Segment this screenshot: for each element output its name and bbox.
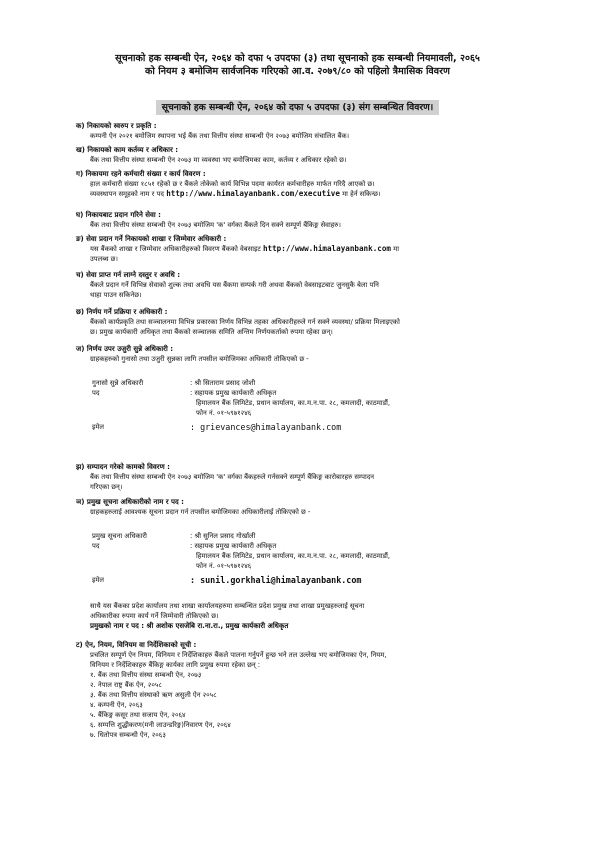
document-title (60, 52, 535, 78)
section-kh-body: बैंक तथा वित्तीय संस्था सम्बन्धी ऐन २०७३ मा व्यवस्था भए बमोजिमका काम, कर्तव्य र अधिकार रहेको छ। (90, 156, 347, 164)
list-item: ६. सम्पत्ति शुद्धीकरण(मनी लाउन्डरिङ्ग)निवारण ऐन, २०६४ (90, 721, 231, 729)
grievance-name-row (92, 378, 538, 388)
section-chh-title: छ) निर्णय गर्ने प्रक्रिया र अधिकारी : (76, 308, 168, 316)
section-g-title: ग) निकायमा रहने कर्मचारी संख्या र कार्य विवरण : (76, 170, 206, 178)
section-ch-title: च) सेवा प्राप्त गर्न लाग्ने दस्तुर र अवधि : (76, 271, 181, 279)
info-officer-phone: फोन नं. ०१-५९७१२४६ (196, 562, 252, 570)
section-ny-body: ग्राहकहरुलाई आवश्यक सूचना प्रदान गर्न तपसील बमोजिमका अधिकारीलाई तोकिएको छ - (90, 508, 311, 516)
section-jh-body-2: गरिएका छन्। (90, 483, 123, 491)
list-item: ५. बैंकिङ्ग कसूर तथा सजाय ऐन, २०६४ (90, 711, 186, 719)
section-t-body-2: विनियम र निर्देशिकाहरु बैंकिङ्ग कार्यका लागि प्रमुख रुपमा रहेका छन् : (90, 661, 261, 669)
list-item: ३. बैंक तथा वित्तीय संस्थाको ऋण असुली ऐन २०५८ (90, 691, 217, 699)
section-t (76, 640, 538, 740)
section-t-body: प्रचलित सम्पूर्ण ऐन नियम, विनियम र निर्देशिकाहरु बैंकले पालना गर्नुपर्ने हुन्छ भने तल उल्लेख भए बमोजिमका ऐन, नियम, (90, 651, 387, 659)
info-officer-email-value[interactable]: : sunil.gorkhali@himalayanbank.com (190, 575, 362, 585)
section-ch (76, 270, 538, 300)
info-officer-email-label: इमेल (92, 576, 105, 584)
province-note-line-1: साथै यस बैंकका प्रदेश कार्यालय तथा शाखा कार्यालयहरुमा सम्बन्धित प्रदेश प्रमुख तथा शाखा प्रमुखहरुलाई सूचना (90, 602, 365, 610)
section-g-body-2-prefix: व्यवस्थापन समूहको नाम र पद (90, 190, 165, 198)
section-ng-body-2: उपलब्ध छ। (90, 255, 119, 263)
info-officer-name-value: : श्री सुनिल प्रसाद गोर्खाली (190, 532, 256, 540)
section-g-body-2 (76, 189, 538, 199)
grievance-email-label: इमेल (92, 423, 105, 431)
title-line-1: सूचनाको हक सम्बन्धी ऐन, २०६४ को दफा ५ उपदफा (३) तथा सूचनाको हक सम्बन्धी नियमावली, २०६५ (115, 53, 480, 64)
section-k (76, 121, 538, 141)
province-note-line-2: अधिकारीका रुपमा कार्य गर्ने जिम्मेवारी तोकिएको छ। (90, 612, 219, 620)
laws-list (76, 670, 538, 740)
executive-link[interactable]: http://www.himalayanbank.com/executive (166, 189, 340, 198)
grievance-address: हिमालयन बैंक लिमिटेड, प्रधान कार्यालय, का.म.न.पा. २८, कमलादी, काठमाडौं, (196, 399, 391, 407)
title-line-2: को नियम ३ बमोजिम सार्वजनिक गरिएको आ.व. २०७९/८० को पहिलो त्रैमासिक विवरण (145, 66, 450, 77)
grievance-email-row (92, 422, 538, 433)
info-officer-block (92, 531, 538, 586)
section-g-body-2-suffix: मा हेर्न सकिन्छ। (342, 190, 381, 198)
grievance-post-row (92, 388, 538, 398)
info-officer-post-row (92, 541, 538, 551)
grievance-name-value: : श्री सिताराम प्रसाद जोशी (190, 379, 256, 387)
section-ch-body-2: थाहा पाउन सकिनेछ। (90, 291, 142, 299)
info-officer-post-value: : सहायक प्रमुख कार्यकारी अधिकृत (190, 542, 277, 550)
info-officer-name-label: प्रमुख सूचना अधिकारी (92, 532, 147, 540)
info-officer-address: हिमालयन बैंक लिमिटेड, प्रधान कार्यालय, का.म.न.पा. २८, कमलादी, काठमाडौं, (196, 552, 391, 560)
info-officer-post-label: पद (92, 542, 100, 550)
section-t-title: ट) ऐन, नियम, विनियम वा निर्देशिकाको सूची : (76, 641, 197, 649)
grievance-officer-block (92, 378, 538, 433)
section-ny-title: ञ) प्रमुख सूचना अधिकारीको नाम र पद : (76, 498, 184, 506)
section-kh-title: ख) निकायको काम कर्तव्य र अधिकार : (76, 146, 179, 154)
section-j-title: ज) निर्णय उपर उजुरी सुन्ने अधिकारी : (76, 345, 174, 353)
subheading: सूचनाको हक सम्बन्धी ऐन, २०६४ को दफा ५ उपदफा (३) संग सम्बन्धित विवरण। (156, 100, 440, 115)
section-k-body: कम्पनी ऐन २०२१ बमोजिम स्थापना भई बैंक तथा वित्तीय संस्था सम्बन्धी ऐन २०७३ बमोजिम संचालित बैंक। (90, 132, 350, 140)
grievance-post-label: पद (92, 389, 100, 397)
chief-executive-line: प्रमुखको नाम र पद : श्री अशोक एसजेबि रा.ना.रा., प्रमुख कार्यकारी अधिकृत (90, 622, 289, 630)
section-kh (76, 145, 538, 165)
grievance-post-value: : सहायक प्रमुख कार्यकारी अधिकृत (190, 389, 277, 397)
section-gh-body: बैंक तथा वित्तीय संस्था सम्बन्धी ऐन २०७३ बमोजिम 'क' वर्गका बैंकले दिन सक्ने सम्पूर्ण बैंकिङ्ग सेवाहरु। (90, 221, 341, 229)
section-ng-body (76, 244, 538, 254)
grievance-name-label: गुनासो सुन्ने अधिकारी (92, 379, 144, 387)
section-jh-body: बैंक तथा वित्तीय संस्था सम्बन्धी ऐन २०७३ बमोजिम 'क' वर्गका बैंकहरुले गर्नसक्ने सम्पूर्ण बैंकिङ्ग कारोबारहरु सम्पादन (90, 473, 375, 481)
list-item: ४. कम्पनी ऐन, २०६३ (90, 701, 143, 709)
section-chh (76, 307, 538, 337)
section-g-body: हाल कर्मचारी संख्या १८५१ रहेको छ र बैंकले तोकेको कार्य विभिन्न पदमा कार्यरत कर्मचारीहरु मार्फत गरिदै आएको छ। (90, 180, 375, 188)
section-ch-body: बैंकले प्रदान गर्ने विभिन्न सेवाको शुल्क तथा अवधि यस बैंकमा सम्पर्क गरी अथवा बैंकको वेबसाइटबाट जुनसुकै बेला पनि (90, 281, 379, 289)
section-ny (76, 497, 538, 517)
info-officer-email-row (92, 575, 538, 586)
section-j (76, 344, 538, 364)
list-item: २. नेपाल राष्ट्र बैंक ऐन, २०५८ (90, 681, 162, 689)
section-ng-body-prefix: यस बैंकको शाखा र जिम्मेवार अधिकारीहरुको विवरण बैंकको वेबसाइट (90, 245, 261, 253)
section-k-title: क) निकायको स्वरुप र प्रकृति : (76, 122, 157, 130)
grievance-phone: फोन नं. ०१-५९७१२४६ (196, 409, 252, 417)
website-link[interactable]: http://www.himalayanbank.com (262, 244, 391, 253)
section-ng-title: ङ) सेवा प्रदान गर्ने निकायको शाखा र जिम्मेवार अधिकारी : (76, 235, 227, 243)
section-ng (76, 234, 538, 264)
subheading-wrap (0, 95, 595, 115)
section-gh (76, 210, 538, 230)
grievance-email-value[interactable]: : grievances@himalayanbank.com (190, 422, 342, 432)
info-officer-name-row (92, 531, 538, 541)
list-item: १. बैंक तथा वित्तीय संस्था सम्बन्धी ऐन, २०७३ (90, 671, 202, 679)
list-item: ७. धितोपत्र सम्बन्धी ऐन, २०६३ (90, 731, 166, 739)
section-jh-title: झ) सम्पादन गरेको कामको विवरण : (76, 463, 170, 471)
section-chh-body: बैंकको कार्यप्रकृति तथा सञ्चालनमा विभिन्न प्रकारका निर्णय विभिन्न तहका अधिकारीहरुले गर्न सक्ने व्यवस्था/ प्रक्रिया मिलाइएको (90, 318, 400, 326)
section-chh-body-2: छ। प्रमुख कार्यकारी अधिकृत तथा बैंकको सञ्चालक समिति अन्तिम निर्णयकर्ताको रुपमा रहेका छन्। (90, 328, 333, 336)
section-gh-title: घ) निकायबाट प्रदान गरिने सेवा : (76, 211, 161, 219)
province-note (76, 601, 538, 631)
section-g (76, 169, 538, 199)
section-ng-body-suffix: मा (393, 245, 399, 253)
section-j-body: ग्राहकहरुको गुनासो तथा उजुरी सुन्नका लागि तपसील बमोजिमका अधिकारी तोकिएको छ - (90, 355, 309, 363)
section-jh (76, 462, 538, 492)
